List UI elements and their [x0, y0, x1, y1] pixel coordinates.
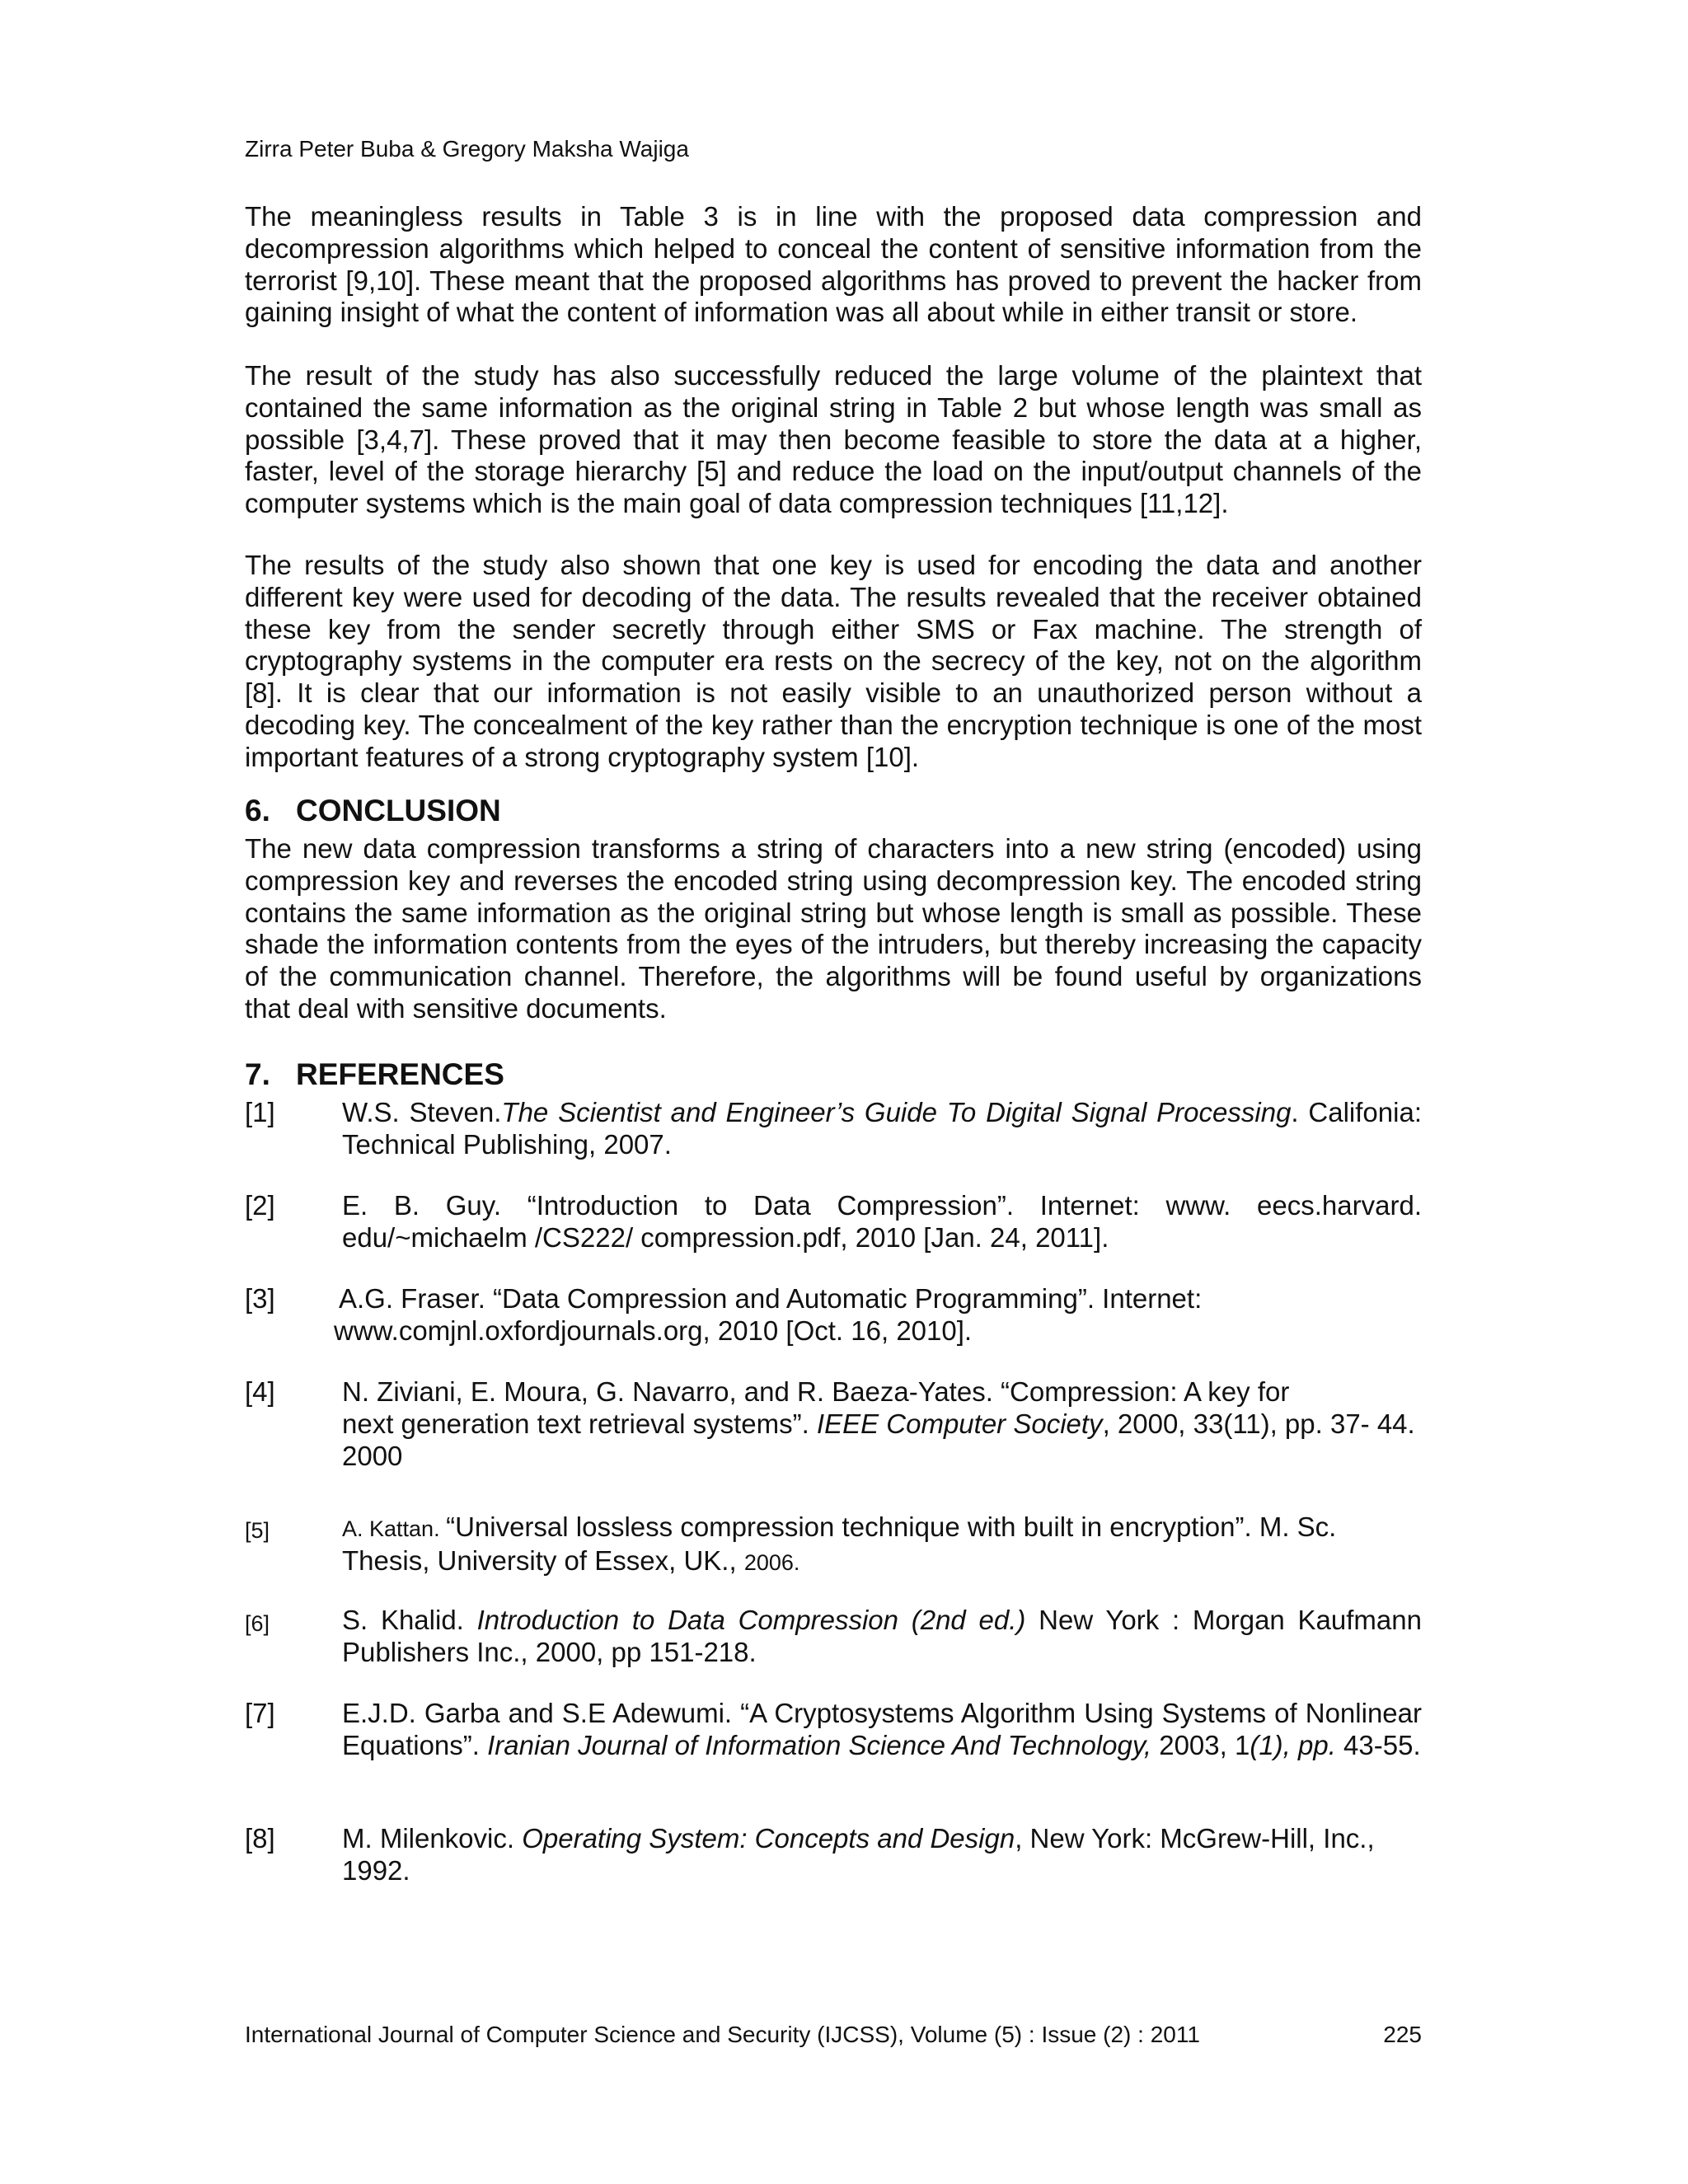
body-paragraph: The results of the study also shown that one key is used for encoding the data and another different key were used for decoding of the data. The results revealed that the receiver obtained these key from the sender secretly through either SMS or Fax machine. The strength of cryptography systems in the computer era rests on the secrecy of the key, not on the algorithm [8]. It is clear that our information is not easily visible to an unauthorized person without a decoding key. The concealment of the key rather than the encryption technique is one of the most important features of a strong cryptography system [10].	[245, 550, 1422, 772]
reference-number: [3]	[245, 1283, 275, 1314]
section-number: 6.	[245, 794, 270, 827]
section-title: REFERENCES	[296, 1057, 504, 1091]
section-title: CONCLUSION	[296, 794, 501, 827]
reference-item	[245, 1823, 1422, 1887]
body-paragraph: The meaningless results in Table 3 is in line with the proposed data compression and decompression algorithms which helped to conceal the content of sensitive information from the terrorist [9,10]. These meant that the proposed algorithms has proved to prevent the hacker from gaining insight of what the content of information was all about while in either transit or store.	[245, 201, 1422, 328]
reference-item	[245, 1283, 1422, 1347]
page-footer	[245, 2021, 1422, 2049]
reference-number: [7]	[245, 1698, 275, 1728]
reference-number: [2]	[245, 1190, 275, 1221]
reference-item	[245, 1376, 1422, 1472]
reference-text: A. Kattan. “Universal lossless compression technique with built in encryption”. M. Sc. Thesis, University of Essex, UK., 2006.	[342, 1511, 1337, 1576]
reference-text: M. Milenkovic. Operating System: Concepts and Design, New York: McGrew-Hill, Inc., 1992.	[342, 1823, 1375, 1886]
reference-text: A.G. Fraser. “Data Compression and Automatic Programming”. Internet: www.comjnl.oxfordjournals.org, 2010 [Oct. 16, 2010].	[334, 1283, 1203, 1346]
section-number: 7.	[245, 1057, 270, 1091]
reference-number: [5]	[245, 1518, 270, 1543]
reference-number: [8]	[245, 1823, 275, 1854]
reference-item	[245, 1097, 1422, 1161]
conclusion-paragraph: The new data compression transforms a string of characters into a new string (encoded) using compression key and reverses the encoded string using decompression key. The encoded string contains the same information as the original string but whose length is small as possible. These shade the information contents from the eyes of the intruders, but thereby increasing the capacity of the communication channel. Therefore, the algorithms will be found useful by organizations that deal with sensitive documents.	[245, 833, 1422, 1024]
reference-item	[245, 1605, 1422, 1669]
journal-citation: International Journal of Computer Science and Security (IJCSS), Volume (5) : Issue (2) : 2011	[245, 2022, 1200, 2047]
reference-text: N. Ziviani, E. Moura, G. Navarro, and R. Baeza-Yates. “Compression: A key for next generation text retrieval systems”. IEEE Computer Society, 2000, 33(11), pp. 37- 44. 2000	[342, 1376, 1415, 1471]
section-heading-conclusion	[245, 793, 501, 829]
reference-text: E. B. Guy. “Introduction to Data Compression”. Internet: www. eecs.harvard. edu/~michaelm /CS222/ compression.pdf, 2010 [Jan. 24, 2011].	[342, 1190, 1422, 1253]
reference-number: [4]	[245, 1376, 275, 1407]
reference-text: S. Khalid. Introduction to Data Compression (2nd ed.) New York : Morgan Kaufmann Publishers Inc., 2000, pp 151-218.	[342, 1605, 1422, 1667]
body-paragraph: The result of the study has also successfully reduced the large volume of the plaintext that contained the same information as the original string in Table 2 but whose length was small as possible [3,4,7]. These proved that it may then become feasible to store the data at a higher, faster, level of the storage hierarchy [5] and reduce the load on the input/output channels of the computer systems which is the main goal of data compression techniques [11,12].	[245, 360, 1422, 519]
reference-text: W.S. Steven.The Scientist and Engineer’s Guide To Digital Signal Processing. Califonia: Technical Publishing, 2007.	[342, 1097, 1422, 1160]
reference-item	[245, 1698, 1422, 1762]
page-number: 225	[1383, 2022, 1422, 2047]
reference-item	[245, 1511, 1422, 1579]
reference-text: E.J.D. Garba and S.E Adewumi. “A Cryptosystems Algorithm Using Systems of Nonlinear Equations”. Iranian Journal of Information Science And Technology, 2003, 1(1), pp. 43-55.	[342, 1698, 1422, 1760]
reference-number: [1]	[245, 1097, 275, 1127]
section-heading-references	[245, 1057, 504, 1093]
running-header: Zirra Peter Buba & Gregory Maksha Wajiga	[245, 136, 689, 162]
reference-item	[245, 1190, 1422, 1254]
reference-number: [6]	[245, 1611, 270, 1636]
